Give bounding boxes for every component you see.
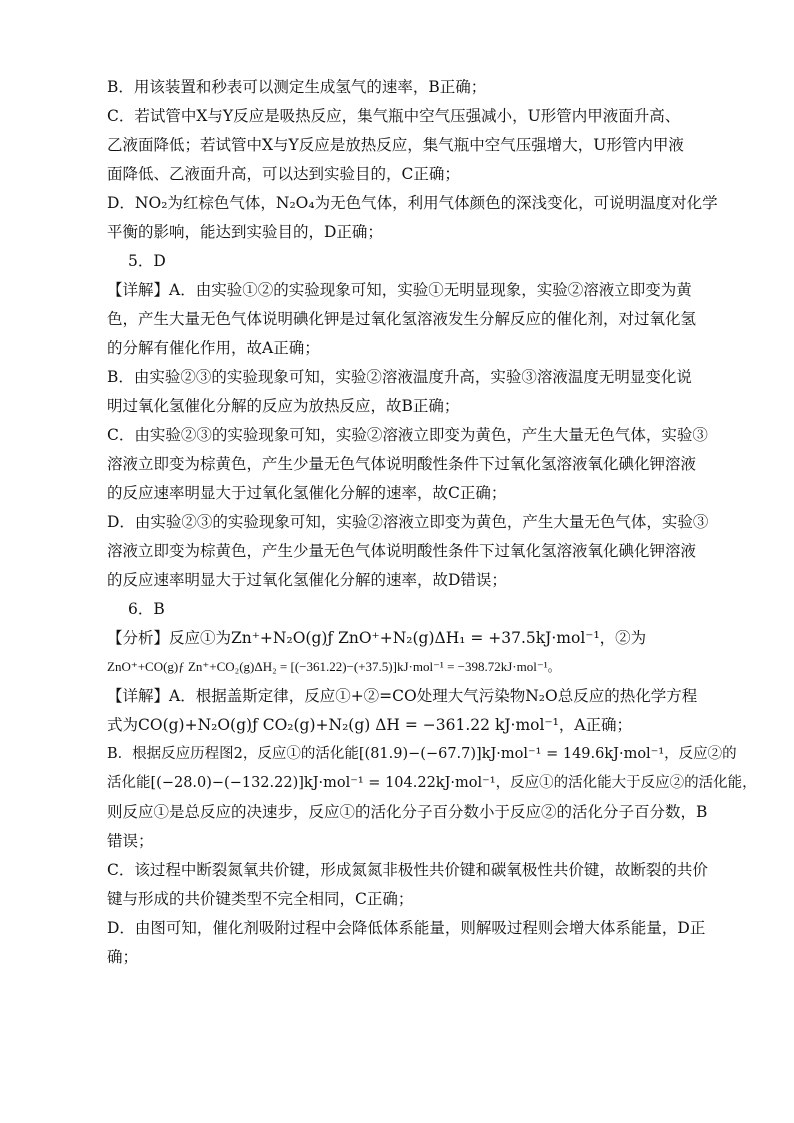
text-line: 色，产生大量无色气体说明碘化钾是过氧化氢溶液发生分解反应的催化剂，对过氧化氢 bbox=[107, 310, 697, 328]
text-line: 【详解】A．由实验①②的实验现象可知，实验①无明显现象，实验②溶液立即变为黄 bbox=[107, 281, 692, 299]
text-line: D．NO₂为红棕色气体，N₂O₄为无色气体，利用气体颜色的深浅变化，可说明温度对化学 bbox=[107, 194, 718, 212]
text-line: 面降低、乙液面升高，可以达到实验目的，C正确； bbox=[107, 165, 460, 183]
text-line: C．若试管中X与Y反应是吸热反应，集气瓶中空气压强减小，U形管内甲液面升高、 bbox=[107, 107, 681, 125]
text-line: 确； bbox=[107, 948, 139, 966]
text-line: 键与形成的共价键类型不完全相同，C正确； bbox=[107, 890, 414, 908]
text-line: 平衡的影响，能达到实验目的，D正确； bbox=[107, 223, 383, 241]
text-line: 乙液面降低；若试管中X与Y反应是放热反应，集气瓶中空气压强增大，U形管内甲液 bbox=[107, 136, 684, 154]
text-line: B．用该装置和秒表可以测定生成氢气的速率，B正确； bbox=[107, 78, 487, 96]
text-line: 错误； bbox=[107, 832, 154, 850]
answer-number: 6．B bbox=[128, 600, 165, 618]
text-line: C．由实验②③的实验现象可知，实验②溶液立即变为黄色，产生大量无色气体，实验③ bbox=[107, 426, 708, 444]
text-line: 【详解】A．根据盖斯定律，反应①+②=CO处理大气污染物N₂O总反应的热化学方程 bbox=[107, 687, 698, 705]
text-line: B．由实验②③的实验现象可知，实验②溶液温度升高，实验③溶液温度无明显变化说 bbox=[107, 368, 692, 386]
answer-number: 5．D bbox=[128, 252, 166, 270]
text-line: 活化能[(−28.0)−(−132.22)]kJ·mol⁻¹ = 104.22kJ·mol⁻¹，反应①的活化能大于反应②的活化能， bbox=[107, 775, 757, 791]
text-line: 式为CO(g)+N₂O(g)ƒ CO₂(g)+N₂(g) ΔH = −361.22 kJ·mol⁻¹，A正确； bbox=[107, 716, 633, 734]
text-line: C．该过程中断裂氮氧共价键，形成氮氮非极性共价键和碳氧极性共价键，故断裂的共价 bbox=[107, 861, 708, 879]
text-line: 溶液立即变为棕黄色，产生少量无色气体说明酸性条件下过氧化氢溶液氧化碘化钾溶液 bbox=[107, 542, 697, 560]
text-line: 则反应①是总反应的决速步，反应①的活化分子百分数小于反应②的活化分子百分数，B bbox=[107, 803, 708, 821]
text-line: 【分析】反应①为Zn⁺+N₂O(g)ƒ ZnO⁺+N₂(g)ΔH₁ = +37.5kJ·mol⁻¹，②为 bbox=[107, 629, 647, 647]
equation-line: ZnO⁺+CO(g)ƒ Zn⁺+CO₂(g)ΔH₂ = [(−361.22)−(+37.5)]kJ·mol⁻¹ = −398.72kJ·mol⁻¹。 bbox=[107, 659, 561, 674]
text-line: 溶液立即变为棕黄色，产生少量无色气体说明酸性条件下过氧化氢溶液氧化碘化钾溶液 bbox=[107, 455, 697, 473]
text-line: B．根据反应历程图2，反应①的活化能[(81.9)−(−67.7)]kJ·mol⁻¹ = 149.6kJ·mol⁻¹，反应②的 bbox=[107, 746, 737, 762]
text-line: D．由图可知，催化剂吸附过程中会降低体系能量，则解吸过程则会增大体系能量，D正 bbox=[107, 919, 706, 937]
text-line: 的反应速率明显大于过氧化氢催化分解的速率，故D错误； bbox=[107, 571, 507, 589]
text-line: 明过氧化氢催化分解的反应为放热反应，故B正确； bbox=[107, 397, 460, 415]
text-line: D．由实验②③的实验现象可知，实验②溶液立即变为黄色，产生大量无色气体，实验③ bbox=[107, 513, 709, 531]
text-line: 的分解有催化作用，故A正确； bbox=[107, 339, 320, 357]
text-line: 的反应速率明显大于过氧化氢催化分解的速率，故C正确； bbox=[107, 484, 507, 502]
